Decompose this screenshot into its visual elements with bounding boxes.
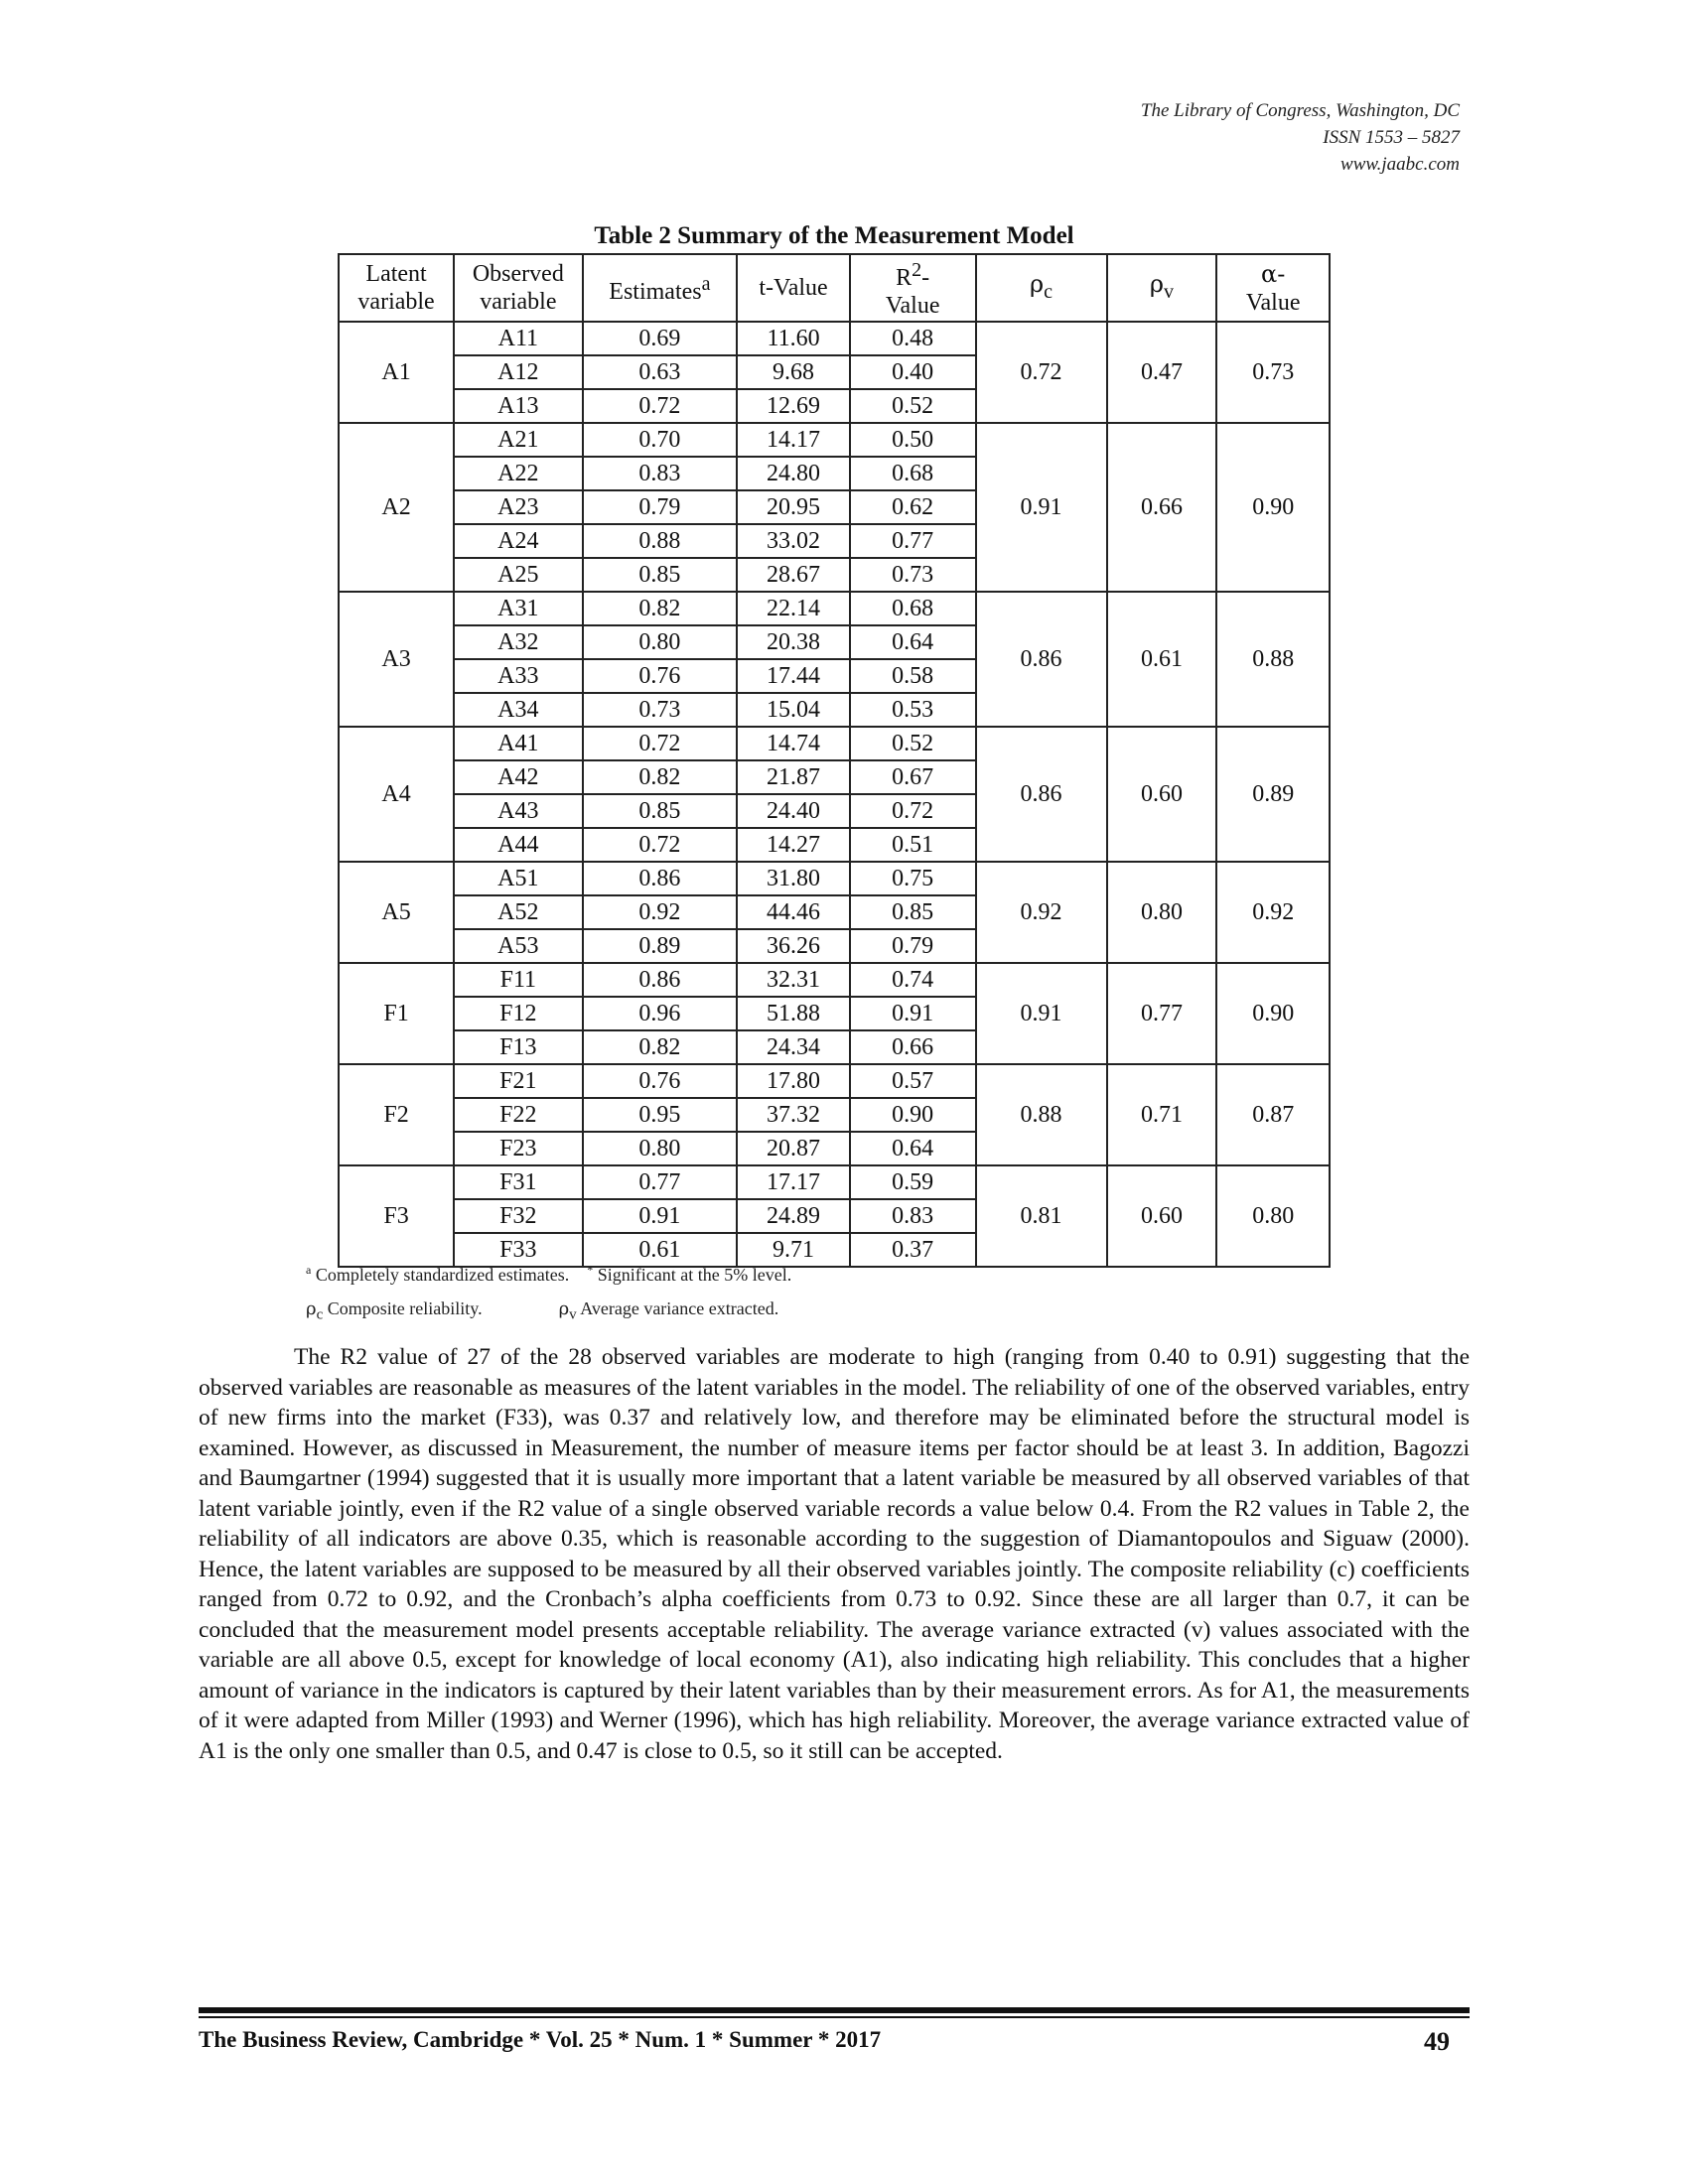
cell-latent-variable: A5 — [339, 862, 454, 963]
cell-observed-variable: A24 — [454, 524, 582, 558]
cell-observed-variable: A13 — [454, 389, 582, 423]
table-body — [339, 322, 1330, 1267]
cell-observed-variable: F22 — [454, 1098, 582, 1132]
cell-estimate: 0.63 — [583, 355, 738, 389]
cell-r2-value: 0.64 — [850, 1132, 976, 1165]
cell-estimate: 0.85 — [583, 558, 738, 592]
cell-t-value: 11.60 — [737, 322, 850, 355]
cell-estimate: 0.82 — [583, 760, 738, 794]
table-row — [339, 592, 1330, 625]
cell-observed-variable: A25 — [454, 558, 582, 592]
cell-rho-c: 0.81 — [976, 1165, 1107, 1267]
cell-t-value: 17.44 — [737, 659, 850, 693]
cell-observed-variable: F13 — [454, 1030, 582, 1064]
cell-t-value: 32.31 — [737, 963, 850, 997]
cell-latent-variable: F3 — [339, 1165, 454, 1267]
cell-t-value: 33.02 — [737, 524, 850, 558]
cell-rho-c: 0.72 — [976, 322, 1107, 423]
cell-r2-value: 0.48 — [850, 322, 976, 355]
cell-r2-value: 0.51 — [850, 828, 976, 862]
header-r2-value: $R^2-$ Value — [850, 254, 976, 322]
header-estimates: Estimates$^a$ — [583, 254, 738, 322]
cell-r2-value: 0.91 — [850, 997, 976, 1030]
cell-observed-variable: A51 — [454, 862, 582, 895]
cell-observed-variable: F33 — [454, 1233, 582, 1267]
cell-estimate: 0.85 — [583, 794, 738, 828]
cell-rho-v: 0.66 — [1107, 423, 1217, 592]
cell-r2-value: 0.68 — [850, 457, 976, 490]
cell-r2-value: 0.58 — [850, 659, 976, 693]
cell-latent-variable: F2 — [339, 1064, 454, 1165]
cell-r2-value: 0.67 — [850, 760, 976, 794]
cell-r2-value: 0.50 — [850, 423, 976, 457]
cell-observed-variable: A32 — [454, 625, 582, 659]
cell-observed-variable: A23 — [454, 490, 582, 524]
cell-r2-value: 0.85 — [850, 895, 976, 929]
cell-estimate: 0.80 — [583, 625, 738, 659]
cell-latent-variable: A1 — [339, 322, 454, 423]
table-row — [339, 322, 1330, 355]
note-average-variance: Average variance extracted. — [580, 1298, 779, 1318]
footer-rule-thin — [199, 2016, 1470, 2018]
cell-r2-value: 0.77 — [850, 524, 976, 558]
cell-t-value: 28.67 — [737, 558, 850, 592]
cell-rho-c: 0.86 — [976, 592, 1107, 727]
cell-t-value: 44.46 — [737, 895, 850, 929]
cell-estimate: 0.86 — [583, 862, 738, 895]
body-paragraph: The R2 value of 27 of the 28 observed variables are moderate to high (ranging from 0.40 to 0.91) suggesting that the observed variables are reasonable as measures of the latent variables in the model. The reliability of one of the observed variables, entry of new firms into the market (F33), was 0.37 and relatively low, and therefore may be eliminated before the structural model is examined. However, as discussed in Measurement, the number of measure items per factor should be at least 3. In addition, Bagozzi and Baumgartner (1994) suggested that it is usually more important that a latent variable be measured by all observed variables of that latent variable jointly, even if the R2 value of a single observed variable records a value below 0.4. From the R2 values in Table 2, the reliability of all indicators are above 0.35, which is reasonable according to the suggestion of Diamantopoulos and Siguaw (2000). Hence, the latent variables are supposed to be measured by all their observed variables jointly. The composite reliability (c) coefficients ranged from 0.72 to 0.92, and the Cronbach’s alpha coefficients from 0.73 to 0.92. Since these are all larger than 0.7, it can be concluded that the measurement model presents acceptable reliability. The average variance extracted (v) values associated with the variable are all above 0.5, except for knowledge of local economy (A1), also indicating high reliability. This concludes that a higher amount of variance in the indicators is captured by their latent variables than by their measurement errors. As for A1, the measurements of it were adapted from Miller (1993) and Werner (1996), which has high reliability. Moreover, the average variance extracted value of A1 is the only one smaller than 0.5, and 0.47 is close to 0.5, so it still can be accepted. — [199, 1344, 1470, 1764]
note-row-2: $\rho_c$ Composite reliability. $\rho_v$ Average variance extracted. — [306, 1298, 779, 1323]
cell-estimate: 0.86 — [583, 963, 738, 997]
header-t-value: t-Value — [737, 254, 850, 322]
cell-rho-c: 0.91 — [976, 423, 1107, 592]
cell-r2-value: 0.90 — [850, 1098, 976, 1132]
cell-r2-value: 0.53 — [850, 693, 976, 727]
cell-r2-value: 0.40 — [850, 355, 976, 389]
table-row — [339, 423, 1330, 457]
cell-latent-variable: F1 — [339, 963, 454, 1064]
cell-r2-value: 0.68 — [850, 592, 976, 625]
cell-observed-variable: A21 — [454, 423, 582, 457]
cell-t-value: 17.17 — [737, 1165, 850, 1199]
table-row — [339, 727, 1330, 760]
cell-r2-value: 0.62 — [850, 490, 976, 524]
cell-r2-value: 0.57 — [850, 1064, 976, 1098]
cell-r2-value: 0.52 — [850, 727, 976, 760]
table-notes — [306, 1253, 791, 1332]
cell-latent-variable: A4 — [339, 727, 454, 862]
cell-estimate: 0.76 — [583, 659, 738, 693]
cell-estimate: 0.95 — [583, 1098, 738, 1132]
cell-estimate: 0.89 — [583, 929, 738, 963]
cell-alpha-value: 0.80 — [1216, 1165, 1330, 1267]
header-latent-variable: Latent variable — [339, 254, 454, 322]
cell-estimate: 0.72 — [583, 727, 738, 760]
cell-observed-variable: A34 — [454, 693, 582, 727]
cell-observed-variable: A12 — [454, 355, 582, 389]
cell-t-value: 14.27 — [737, 828, 850, 862]
cell-observed-variable: A41 — [454, 727, 582, 760]
page-header — [1141, 97, 1460, 178]
cell-rho-c: 0.92 — [976, 862, 1107, 963]
cell-r2-value: 0.37 — [850, 1233, 976, 1267]
header-issn: ISSN 1553 – 5827 — [1323, 127, 1460, 148]
cell-observed-variable: A43 — [454, 794, 582, 828]
cell-t-value: 31.80 — [737, 862, 850, 895]
cell-alpha-value: 0.88 — [1216, 592, 1330, 727]
cell-estimate: 0.69 — [583, 322, 738, 355]
cell-latent-variable: A3 — [339, 592, 454, 727]
note-significance: Significant at the 5% level. — [597, 1265, 792, 1285]
cell-observed-variable: F11 — [454, 963, 582, 997]
cell-rho-v: 0.61 — [1107, 592, 1217, 727]
cell-rho-v: 0.77 — [1107, 963, 1217, 1064]
cell-t-value: 24.89 — [737, 1199, 850, 1233]
cell-observed-variable: F21 — [454, 1064, 582, 1098]
cell-estimate: 0.61 — [583, 1233, 738, 1267]
cell-t-value: 14.74 — [737, 727, 850, 760]
cell-estimate: 0.82 — [583, 592, 738, 625]
cell-observed-variable: A44 — [454, 828, 582, 862]
cell-observed-variable: A11 — [454, 322, 582, 355]
table-row — [339, 1064, 1330, 1098]
cell-r2-value: 0.59 — [850, 1165, 976, 1199]
cell-estimate: 0.88 — [583, 524, 738, 558]
cell-t-value: 17.80 — [737, 1064, 850, 1098]
cell-estimate: 0.91 — [583, 1199, 738, 1233]
header-publisher: The Library of Congress, Washington, DC — [1140, 100, 1460, 121]
cell-r2-value: 0.83 — [850, 1199, 976, 1233]
measurement-model-table — [338, 253, 1331, 1268]
page-number: 49 — [1424, 2027, 1450, 2056]
cell-rho-c: 0.86 — [976, 727, 1107, 862]
cell-observed-variable: A42 — [454, 760, 582, 794]
cell-rho-v: 0.60 — [1107, 1165, 1217, 1267]
cell-observed-variable: F31 — [454, 1165, 582, 1199]
footer-rule-thick — [199, 2007, 1470, 2013]
cell-t-value: 37.32 — [737, 1098, 850, 1132]
cell-r2-value: 0.75 — [850, 862, 976, 895]
cell-t-value: 20.87 — [737, 1132, 850, 1165]
cell-r2-value: 0.73 — [850, 558, 976, 592]
cell-t-value: 24.80 — [737, 457, 850, 490]
body-text — [199, 1342, 1470, 1766]
cell-observed-variable: A52 — [454, 895, 582, 929]
cell-rho-v: 0.60 — [1107, 727, 1217, 862]
cell-t-value: 21.87 — [737, 760, 850, 794]
cell-r2-value: 0.52 — [850, 389, 976, 423]
table-title: Table 2 Summary of the Measurement Model — [594, 222, 1074, 249]
header-rho-v: $\rho_v$ — [1107, 254, 1217, 322]
cell-estimate: 0.82 — [583, 1030, 738, 1064]
cell-latent-variable: A2 — [339, 423, 454, 592]
cell-estimate: 0.80 — [583, 1132, 738, 1165]
cell-rho-c: 0.91 — [976, 963, 1107, 1064]
cell-estimate: 0.92 — [583, 895, 738, 929]
cell-r2-value: 0.72 — [850, 794, 976, 828]
table-row — [339, 963, 1330, 997]
cell-alpha-value: 0.90 — [1216, 963, 1330, 1064]
cell-estimate: 0.73 — [583, 693, 738, 727]
cell-observed-variable: F32 — [454, 1199, 582, 1233]
cell-r2-value: 0.64 — [850, 625, 976, 659]
cell-t-value: 9.71 — [737, 1233, 850, 1267]
cell-alpha-value: 0.90 — [1216, 423, 1330, 592]
cell-estimate: 0.77 — [583, 1165, 738, 1199]
cell-estimate: 0.79 — [583, 490, 738, 524]
cell-observed-variable: F23 — [454, 1132, 582, 1165]
cell-observed-variable: A31 — [454, 592, 582, 625]
cell-t-value: 9.68 — [737, 355, 850, 389]
cell-alpha-value: 0.73 — [1216, 322, 1330, 423]
note-row-1: $^a$ Completely standardized estimates. * Significant at the 5% level. — [306, 1263, 792, 1285]
cell-t-value: 14.17 — [737, 423, 850, 457]
cell-estimate: 0.83 — [583, 457, 738, 490]
cell-rho-c: 0.88 — [976, 1064, 1107, 1165]
cell-t-value: 24.40 — [737, 794, 850, 828]
cell-estimate: 0.96 — [583, 997, 738, 1030]
cell-observed-variable: A22 — [454, 457, 582, 490]
cell-alpha-value: 0.89 — [1216, 727, 1330, 862]
header-alpha-value: α- Value — [1216, 254, 1330, 322]
header-observed-variable: Observed variable — [454, 254, 582, 322]
note-composite-reliability: Composite reliability. — [327, 1298, 483, 1318]
table-row — [339, 1165, 1330, 1199]
cell-t-value: 36.26 — [737, 929, 850, 963]
table-row — [339, 862, 1330, 895]
cell-observed-variable: A33 — [454, 659, 582, 693]
cell-estimate: 0.72 — [583, 828, 738, 862]
cell-rho-v: 0.80 — [1107, 862, 1217, 963]
page-footer — [199, 2027, 1470, 2056]
cell-observed-variable: A53 — [454, 929, 582, 963]
cell-estimate: 0.76 — [583, 1064, 738, 1098]
cell-alpha-value: 0.92 — [1216, 862, 1330, 963]
cell-rho-v: 0.47 — [1107, 322, 1217, 423]
cell-t-value: 12.69 — [737, 389, 850, 423]
cell-estimate: 0.72 — [583, 389, 738, 423]
cell-t-value: 20.38 — [737, 625, 850, 659]
cell-r2-value: 0.74 — [850, 963, 976, 997]
cell-observed-variable: F12 — [454, 997, 582, 1030]
table-header-row — [339, 254, 1330, 322]
header-website: www.jaabc.com — [1340, 154, 1460, 175]
cell-t-value: 24.34 — [737, 1030, 850, 1064]
cell-alpha-value: 0.87 — [1216, 1064, 1330, 1165]
note-standardized: Completely standardized estimates. — [315, 1265, 570, 1285]
cell-r2-value: 0.79 — [850, 929, 976, 963]
cell-rho-v: 0.71 — [1107, 1064, 1217, 1165]
cell-t-value: 51.88 — [737, 997, 850, 1030]
cell-estimate: 0.70 — [583, 423, 738, 457]
cell-t-value: 15.04 — [737, 693, 850, 727]
header-rho-c: $\rho_c$ — [976, 254, 1107, 322]
cell-r2-value: 0.66 — [850, 1030, 976, 1064]
cell-t-value: 20.95 — [737, 490, 850, 524]
cell-t-value: 22.14 — [737, 592, 850, 625]
footer-journal: The Business Review, Cambridge * Vol. 25 * Num. 1 * Summer * 2017 — [199, 2027, 882, 2052]
